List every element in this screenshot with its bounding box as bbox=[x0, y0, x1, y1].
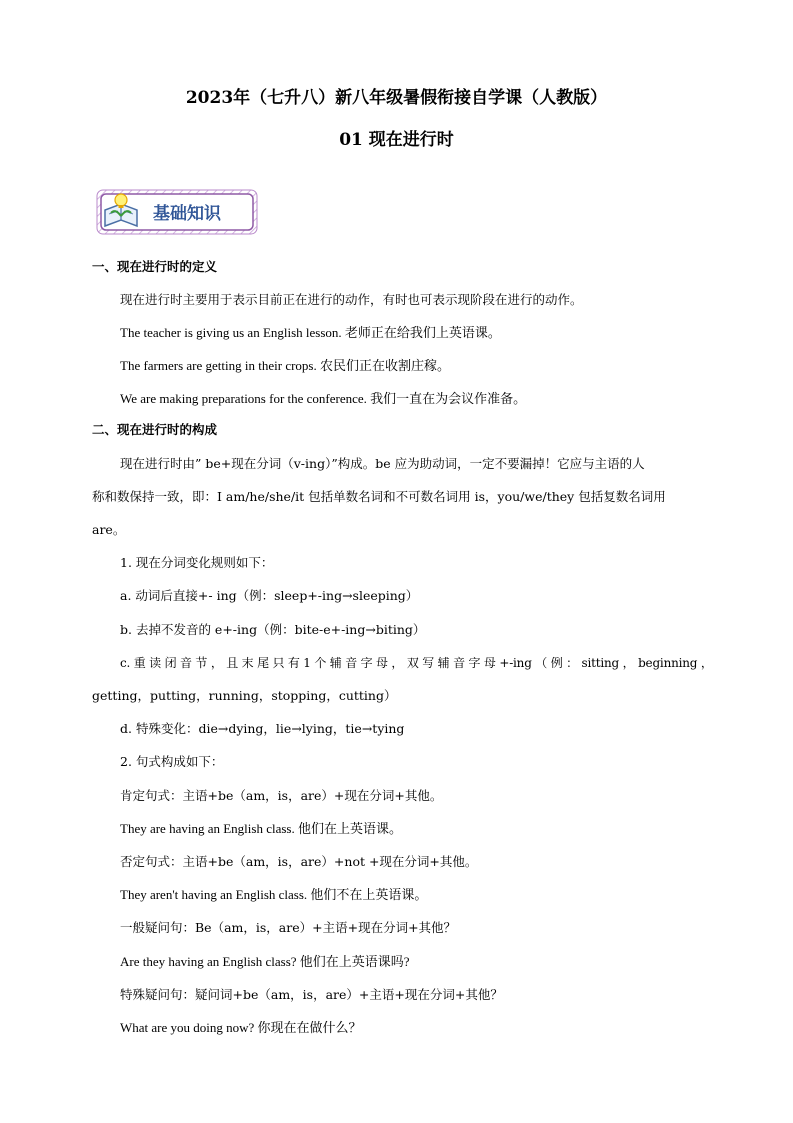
example-sentence: The farmers are getting in their crops. 农民们正在收割庄稼。 bbox=[120, 358, 450, 373]
general-question-pattern: 一般疑问句：Be（am，is，are）+主语+现在分词+其他？ bbox=[120, 920, 457, 935]
document-subtitle: 01 现在进行时 bbox=[339, 130, 454, 150]
badge-label: 基础知识 bbox=[153, 204, 221, 224]
section1-heading: 一、现在进行时的定义 bbox=[92, 259, 218, 274]
form-title: 2. 句式构成如下： bbox=[120, 754, 224, 769]
document-title: 2023年（七升八）新八年级暑假衔接自学课（人教版） bbox=[185, 88, 608, 108]
example-sentence: They are having an English class. 他们在上英语课。 bbox=[120, 821, 402, 836]
special-question-pattern: 特殊疑问句：疑问词+be（am，is，are）+主语+现在分词+其他？ bbox=[120, 987, 503, 1002]
rule-item: a. 动词后直接+- ing（例：sleep+-ing→sleeping） bbox=[120, 588, 419, 603]
example-sentence: What are you doing now? 你现在在做什么？ bbox=[120, 1020, 362, 1035]
example-sentence: Are they having an English class? 他们在上英语课吗? bbox=[120, 954, 410, 969]
definition-text: 现在进行时主要用于表示目前正在进行的动作，有时也可表示现阶段在进行的动作。 bbox=[120, 292, 583, 307]
affirmative-pattern: 肯定句式：主语+be（am，is，are）+现在分词+其他。 bbox=[120, 788, 443, 803]
rule-item: d. 特殊变化：die→dying，lie→lying，tie→tying bbox=[120, 721, 405, 736]
paragraph-line: are。 bbox=[92, 522, 126, 537]
paragraph-line: 称和数保持一致，即：I am/he/she/it 包括单数名词和不可数名词用 is，you/we/they 包括复数名词用 bbox=[92, 489, 666, 504]
section2-heading: 二、现在进行时的构成 bbox=[92, 422, 218, 437]
badge-graphic bbox=[93, 186, 261, 238]
example-sentence: They aren't having an English class. 他们不在上英语课。 bbox=[120, 887, 428, 902]
rule-item: getting，putting，running，stopping，cutting） bbox=[92, 688, 397, 703]
paragraph-line: 现在进行时由” be+现在分词（v-ing）”构成。be 应为助动词，一定不要漏掉！它应与主语的人 bbox=[120, 456, 645, 471]
rule-title: 1. 现在分词变化规则如下： bbox=[120, 555, 274, 570]
example-sentence: We are making preparations for the conference. 我们一直在为会议作准备。 bbox=[120, 391, 527, 406]
rule-item: c. 重 读 闭 音 节 ， 且 末 尾 只 有 1 个 辅 音 字 母 ， 双 写 辅 音 字 母 +-ing （ 例 ： sitting ， beginning ， bbox=[120, 656, 713, 670]
section-badge bbox=[93, 186, 261, 238]
negative-pattern: 否定句式：主语+be（am，is，are）+not +现在分词+其他。 bbox=[120, 854, 478, 869]
rule-item: b. 去掉不发音的 e+-ing（例：bite-e+-ing→biting） bbox=[120, 622, 426, 637]
example-sentence: The teacher is giving us an English lesson. 老师正在给我们上英语课。 bbox=[120, 325, 501, 340]
